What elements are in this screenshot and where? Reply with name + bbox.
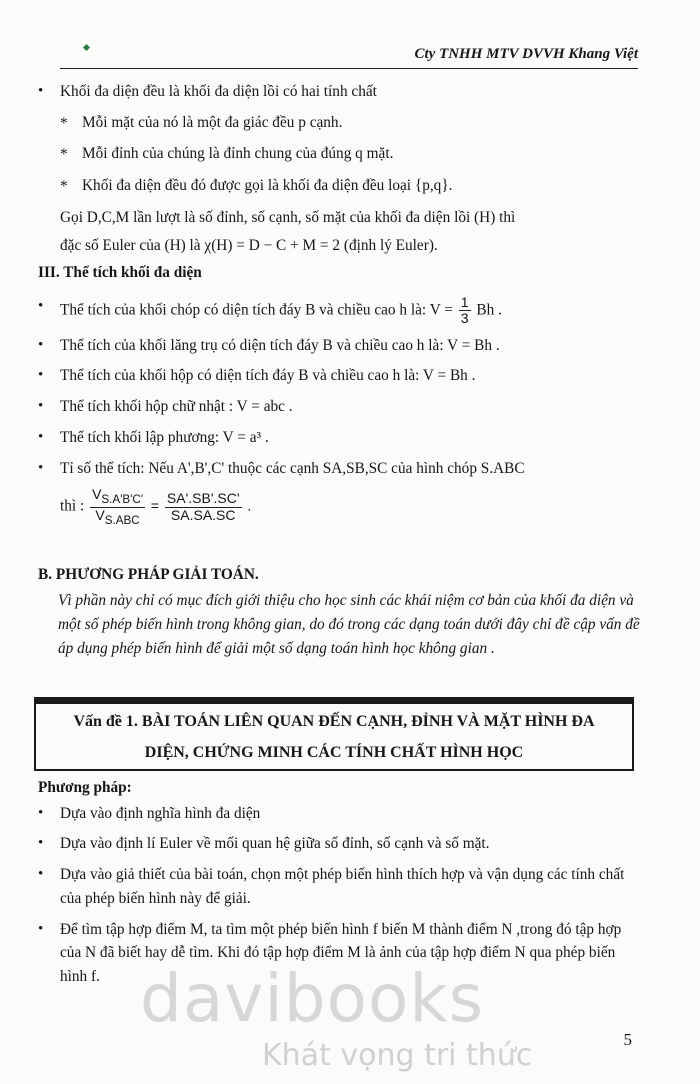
ratio-numerator-v: V <box>92 486 102 503</box>
issue-box <box>34 697 634 771</box>
page-header <box>60 44 638 69</box>
ratio-denominator-v: V <box>95 506 105 523</box>
method-paragraph: Vì phần này chỉ có mục đích giới thiệu cho học sinh các khái niệm cơ bản của khối đa diện và một số phép biến hình trong không gian, do đó trong các dạng toán dưới đây chỉ đề cập vấn đề áp dụng phép biến hình để giải một số dạng toán hình học không gian . <box>58 592 640 658</box>
approach-heading: Phương pháp: <box>38 779 132 796</box>
property-item: * Mỗi đỉnh của chúng là đỉnh chung của đúng q mặt. <box>38 142 640 166</box>
property-item: * Mỗi mặt của nó là một đa giác đều p cạnh. <box>38 111 640 135</box>
volume-item: • Thể tích khối hộp chữ nhật : V = abc . <box>38 395 640 419</box>
pyramid-tail: Bh . <box>476 301 502 319</box>
euler-line: đặc số Euler của (H) là χ(H) = D − C + M = 2 (định lý Euler). <box>60 236 438 254</box>
volume-item: • Thể tích của khối hộp có diện tích đáy B và chiều cao h là: V = Bh . <box>38 364 640 388</box>
pyramid-text: Thể tích của khối chóp có diện tích đáy B và chiều cao h là: V = <box>60 301 453 319</box>
volume-heading: III. Thể tích khối đa diện <box>38 264 202 282</box>
volume-item: • Thể tích khối lập phương: V = a³ . <box>38 426 640 450</box>
ratio-prefix: thì : <box>60 497 85 515</box>
issue-title-line: Vấn đề 1. BÀI TOÁN LIÊN QUAN ĐẾN CẠNH, ĐỈNH VÀ MẶT HÌNH ĐA <box>73 713 595 730</box>
content-upper <box>38 80 640 662</box>
edge-ratio-fraction <box>165 491 242 523</box>
property-item: * Khối đa diện đều đó được gọi là khối đa diện đều loại {p,q}. <box>38 174 640 198</box>
page-number: 5 <box>623 1030 632 1049</box>
volume-pyramid-item <box>38 295 640 327</box>
approach-item: • Dựa vào định lí Euler về mối quan hệ giữa số đỉnh, số cạnh và số mặt. <box>38 832 640 856</box>
approach-item: • Dựa vào định nghĩa hình đa diện <box>38 802 640 826</box>
publisher-name: Cty TNHH MTV DVVH Khang Việt <box>414 46 638 62</box>
volume-ratio-fraction <box>90 487 145 527</box>
edge-ratio-numerator: SA'.SB'.SC' <box>166 490 240 507</box>
watermark-brand: davibooks <box>140 960 484 1037</box>
volume-item: • Thể tích của khối lăng trụ có diện tích đáy B và chiều cao h là: V = Bh . <box>38 334 640 358</box>
regular-polyhedron-definition: • Khối đa diện đều là khối đa diện lồi có hai tính chất <box>38 80 640 104</box>
edge-ratio-denominator: SA.SA.SC <box>170 506 236 523</box>
approach-item: • Để tìm tập hợp điểm M, ta tìm một phép biến hình f biến M thành điểm N ,trong đó tập hợp của N đã biết hay dễ tìm. Khi đó tập hợp điểm M là ảnh của tập hợp điểm N qua phép biến hình f. <box>38 918 640 989</box>
ratio-numerator-sub: S.A'B'C' <box>101 493 144 507</box>
issue-title-line: DIỆN, CHỨNG MINH CÁC TÍNH CHẤT HÌNH HỌC <box>144 744 524 762</box>
volume-ratio-formula: thì : $\frac{V_{S.A'B'C'}}{V_{S.ABC}}$ = $\frac{SA'.SB'.SC'}{SA.SA.SC}$ . <box>60 486 252 527</box>
ratio-denominator-sub: S.ABC <box>104 513 140 527</box>
euler-line: Gọi D,C,M lần lượt là số đỉnh, số cạnh, số mặt của khối đa diện lồi (H) thì <box>60 208 516 226</box>
approach-item: • Dựa vào giả thiết của bài toán, chọn một phép biến hình thích hợp và vận dụng các tính chất của phép biến hình này để giải. <box>38 863 640 910</box>
fraction-denominator: 3 <box>460 310 469 327</box>
volume-ratio-item: • Tỉ số thể tích: Nếu A',B',C' thuộc các cạnh SA,SB,SC của hình chóp S.ABC <box>38 457 640 481</box>
fraction-numerator: 1 <box>460 293 469 310</box>
one-third-fraction <box>459 295 471 327</box>
method-heading: B. PHƯƠNG PHÁP GIẢI TOÁN. <box>38 566 259 584</box>
watermark-slogan: Khát vọng tri thức <box>262 1038 533 1073</box>
